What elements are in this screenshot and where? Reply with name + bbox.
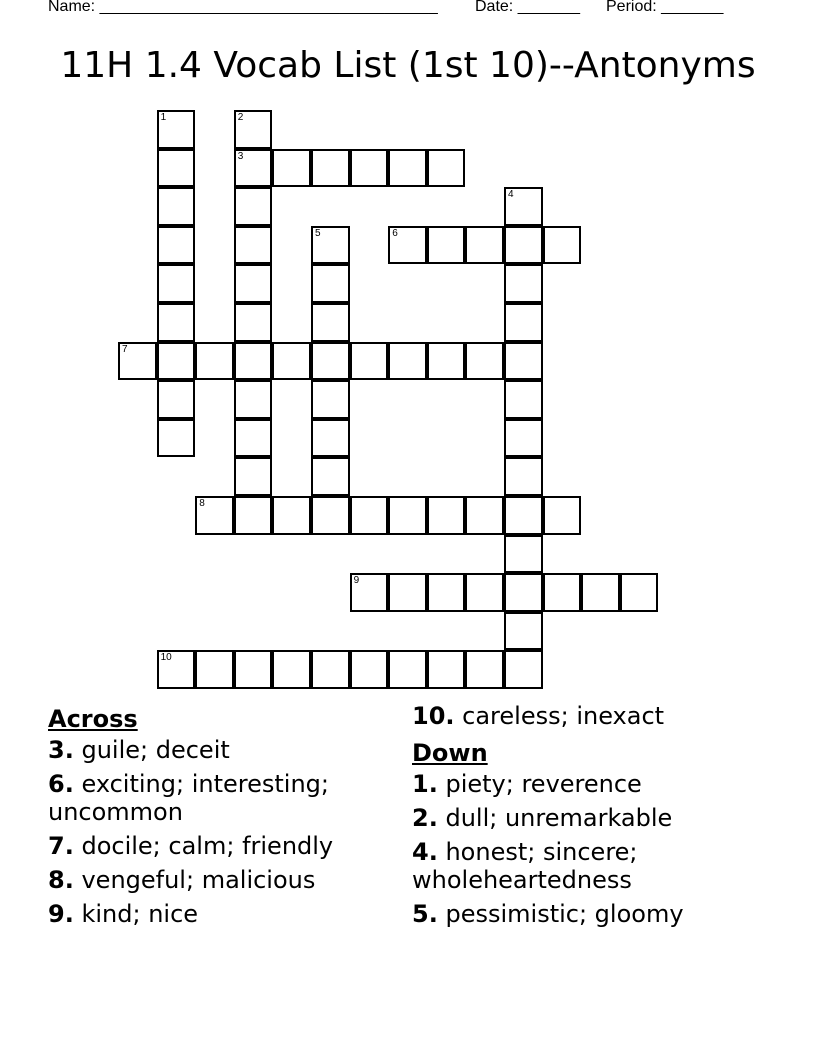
crossword-cell[interactable] xyxy=(311,496,350,535)
crossword-cell[interactable] xyxy=(388,149,427,188)
crossword-cell[interactable] xyxy=(504,342,543,381)
crossword-cell[interactable] xyxy=(504,264,543,303)
crossword-cell[interactable] xyxy=(504,650,543,689)
crossword-cell[interactable] xyxy=(157,342,196,381)
crossword-cell[interactable] xyxy=(234,303,273,342)
crossword-cell[interactable] xyxy=(234,149,273,188)
crossword-cell[interactable] xyxy=(311,226,350,265)
crossword-cell[interactable] xyxy=(350,650,389,689)
crossword-cell[interactable] xyxy=(234,380,273,419)
crossword-cell[interactable] xyxy=(620,573,659,612)
cell-number: 5 xyxy=(315,227,321,239)
across-heading: Across xyxy=(48,705,138,733)
crossword-cell[interactable] xyxy=(272,650,311,689)
crossword-cell[interactable] xyxy=(157,110,196,149)
crossword-cell[interactable] xyxy=(388,342,427,381)
crossword-cell[interactable] xyxy=(504,535,543,574)
crossword-cell[interactable] xyxy=(157,149,196,188)
period-field[interactable]: Period: _______ xyxy=(606,0,724,15)
crossword-cell[interactable] xyxy=(350,496,389,535)
clue-number: 10. xyxy=(412,702,455,730)
crossword-cell[interactable] xyxy=(388,650,427,689)
crossword-cell[interactable] xyxy=(543,226,582,265)
crossword-cell[interactable] xyxy=(427,650,466,689)
crossword-cell[interactable] xyxy=(427,342,466,381)
crossword-cell[interactable] xyxy=(272,149,311,188)
clue-across-8 xyxy=(48,866,398,894)
crossword-cell[interactable] xyxy=(388,496,427,535)
clue-down-1 xyxy=(412,770,792,798)
crossword-cell[interactable] xyxy=(543,496,582,535)
crossword-cell[interactable] xyxy=(234,226,273,265)
cell-number: 9 xyxy=(353,575,360,587)
crossword-cell[interactable] xyxy=(504,380,543,419)
clue-number: 3. xyxy=(48,736,74,764)
clue-down-4 xyxy=(412,838,792,894)
clue-across-3 xyxy=(48,736,398,764)
crossword-cell[interactable] xyxy=(311,149,350,188)
crossword-cell[interactable] xyxy=(465,573,504,612)
crossword-cell[interactable] xyxy=(465,650,504,689)
clue-text: pessimistic; gloomy xyxy=(445,900,684,928)
crossword-cell[interactable] xyxy=(157,380,196,419)
clue-number: 2. xyxy=(412,804,438,832)
clue-number: 6. xyxy=(48,770,74,798)
crossword-cell[interactable] xyxy=(504,496,543,535)
crossword-cell[interactable] xyxy=(157,303,196,342)
crossword-cell[interactable] xyxy=(195,496,234,535)
clue-across-10 xyxy=(412,702,792,730)
clue-text: exciting; interesting; uncommon xyxy=(48,770,329,826)
clue-across-7 xyxy=(48,832,398,860)
clue-text: careless; inexact xyxy=(462,702,665,730)
crossword-cell[interactable] xyxy=(234,264,273,303)
crossword-cell[interactable] xyxy=(234,650,273,689)
crossword-cell[interactable] xyxy=(427,573,466,612)
crossword-cell[interactable] xyxy=(504,226,543,265)
clue-text: vengeful; malicious xyxy=(81,866,316,894)
clue-across-6 xyxy=(48,770,398,826)
crossword-cell[interactable] xyxy=(504,612,543,651)
cell-number: 3 xyxy=(237,150,244,162)
crossword-cell[interactable] xyxy=(388,226,427,265)
crossword-cell[interactable] xyxy=(311,650,350,689)
page-title: 11H 1.4 Vocab List (1st 10)--Antonyms xyxy=(60,45,756,86)
crossword-cell[interactable] xyxy=(234,342,273,381)
crossword-cell[interactable] xyxy=(388,573,427,612)
crossword-cell[interactable] xyxy=(504,419,543,458)
clue-text: kind; nice xyxy=(81,900,199,928)
cell-number: 4 xyxy=(508,189,514,201)
crossword-cell[interactable] xyxy=(465,226,504,265)
cell-number: 10 xyxy=(160,652,172,664)
crossword-cell[interactable] xyxy=(157,419,196,458)
crossword-cell[interactable] xyxy=(543,573,582,612)
crossword-cell[interactable] xyxy=(234,419,273,458)
clue-text: piety; reverence xyxy=(445,770,642,798)
cell-number: 2 xyxy=(237,112,244,123)
clue-text: guile; deceit xyxy=(81,736,230,764)
crossword-cell[interactable] xyxy=(157,264,196,303)
crossword-cell[interactable] xyxy=(157,226,196,265)
cell-number: 7 xyxy=(122,343,128,355)
crossword-cell[interactable] xyxy=(350,149,389,188)
crossword-cell[interactable] xyxy=(234,457,273,496)
clues-right-column xyxy=(412,702,792,934)
clue-number: 7. xyxy=(48,832,74,860)
crossword-cell[interactable] xyxy=(504,303,543,342)
crossword-cell[interactable] xyxy=(311,457,350,496)
crossword-cell[interactable] xyxy=(234,110,273,149)
crossword-cell[interactable] xyxy=(272,342,311,381)
crossword-cell[interactable] xyxy=(427,149,466,188)
crossword-cell[interactable] xyxy=(311,342,350,381)
clue-text: dull; unremarkable xyxy=(445,804,673,832)
clue-across-9 xyxy=(48,900,398,928)
clue-down-5 xyxy=(412,900,792,928)
crossword-cell[interactable] xyxy=(427,226,466,265)
crossword-cell[interactable] xyxy=(504,187,543,226)
clue-text: docile; calm; friendly xyxy=(81,832,334,860)
clue-number: 8. xyxy=(48,866,74,894)
cell-number: 1 xyxy=(160,112,167,123)
crossword-cell[interactable] xyxy=(195,342,234,381)
down-heading: Down xyxy=(412,739,488,767)
crossword-cell[interactable] xyxy=(311,380,350,419)
crossword-cell[interactable] xyxy=(157,650,196,689)
clue-text: honest; sincere; wholeheartedness xyxy=(412,838,638,894)
clue-number: 1. xyxy=(412,770,438,798)
clue-number: 5. xyxy=(412,900,438,928)
crossword-cell[interactable] xyxy=(234,187,273,226)
name-field[interactable]: Name: ______________________________________ xyxy=(48,0,438,15)
crossword-cell[interactable] xyxy=(350,342,389,381)
clues-left-column xyxy=(48,702,398,934)
crossword-cell[interactable] xyxy=(157,187,196,226)
crossword-cell[interactable] xyxy=(195,650,234,689)
clue-number: 9. xyxy=(48,900,74,928)
crossword-cell[interactable] xyxy=(350,573,389,612)
crossword-cell[interactable] xyxy=(427,496,466,535)
cell-number: 6 xyxy=(392,227,398,239)
crossword-cell[interactable] xyxy=(311,264,350,303)
crossword-cell[interactable] xyxy=(272,496,311,535)
clue-down-2 xyxy=(412,804,792,832)
crossword-cell[interactable] xyxy=(234,496,273,535)
crossword-cell[interactable] xyxy=(581,573,620,612)
crossword-cell[interactable] xyxy=(118,342,157,381)
crossword-cell[interactable] xyxy=(504,573,543,612)
cell-number: 8 xyxy=(199,498,205,509)
crossword-cell[interactable] xyxy=(465,496,504,535)
crossword-cell[interactable] xyxy=(311,419,350,458)
crossword-cell[interactable] xyxy=(311,303,350,342)
crossword-cell[interactable] xyxy=(465,342,504,381)
date-field[interactable]: Date: _______ xyxy=(475,0,580,15)
clue-number: 4. xyxy=(412,838,438,866)
crossword-cell[interactable] xyxy=(504,457,543,496)
